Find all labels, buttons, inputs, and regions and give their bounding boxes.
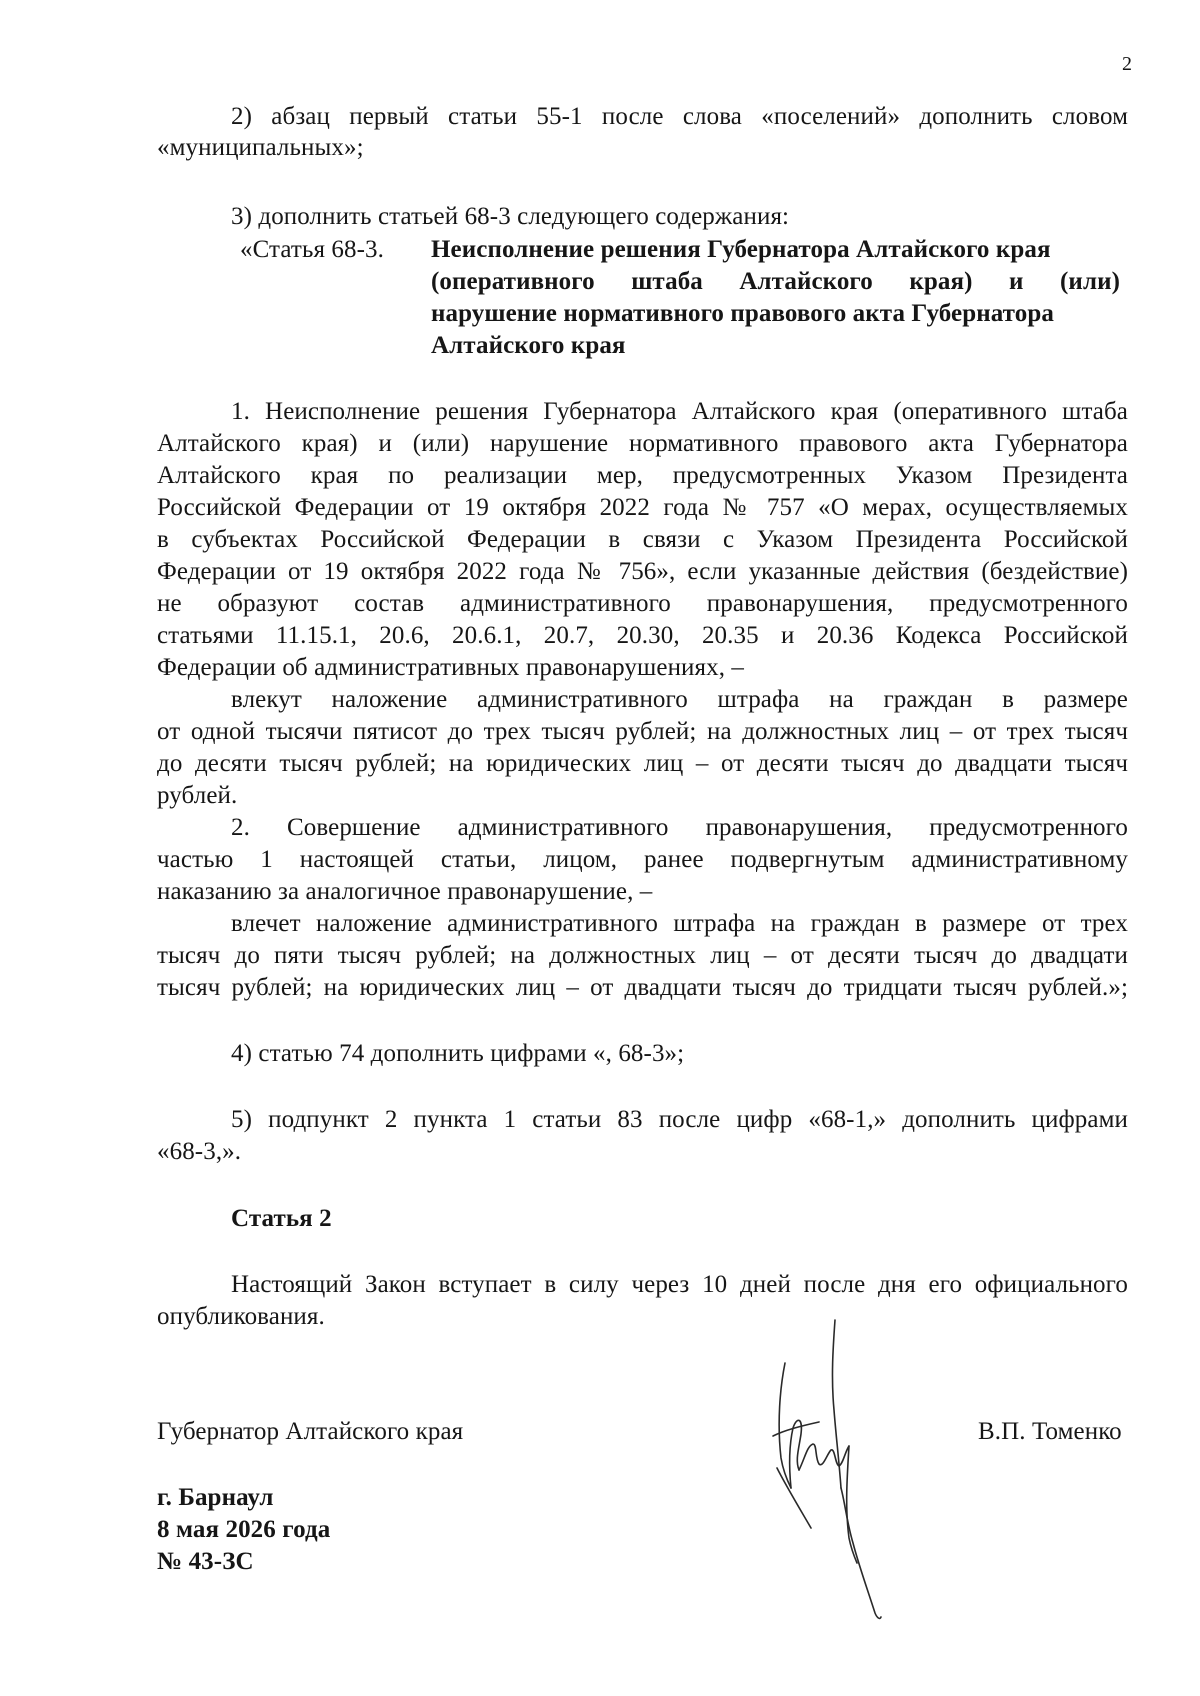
part1-line: 1. Неисполнение решения Губернатора Алтайского края (оперативного штаба [231,398,1128,425]
article2-title: Статья 2 [231,1205,332,1232]
governor-title: Губернатор Алтайского края [157,1418,464,1445]
part2-line: наказанию за аналогичное правонарушение, – [157,878,653,905]
penalty1-line: до десяти тысяч рублей; на юридических лиц – от десяти тысяч до двадцати тысяч [157,750,1128,777]
article-68-3-label: «Статья 68-3. [240,236,384,263]
part1-line: Федерации от 19 октября 2022 года № 756», если указанные действия (бездействие) [157,558,1128,585]
page-number: 2 [1122,53,1133,75]
law-date: 8 мая 2026 года [157,1516,331,1543]
article2-line1: Настоящий Закон вступает в силу через 10 дней после дня его официального [231,1271,1128,1298]
article-heading-line4: Алтайского края [431,332,626,359]
part2-line: 2. Совершение административного правонарушения, предусмотренного [231,814,1128,841]
item3-intro: 3) дополнить статьей 68-3 следующего содержания: [231,203,790,230]
part1-line: Алтайского края) и (или) нарушение нормативного правового акта Губернатора [157,430,1128,457]
governor-name: В.П. Томенко [978,1418,1122,1445]
part1-line: не образуют состав административного правонарушения, предусмотренного [157,590,1128,617]
part1-line: в субъектах Российской Федерации в связи с Указом Президента Российской [157,526,1128,553]
article-heading-line2: (оперативного штаба Алтайского края) и (или) [431,268,1120,295]
item5-line2: «68-3,». [157,1138,242,1165]
penalty2-line: тысяч рублей; на юридических лиц – от двадцати тысяч до тридцати тысяч рублей.»; [157,974,1128,1001]
part1-line: Федерации об административных правонарушениях, – [157,654,745,681]
penalty1-line: рублей. [157,782,238,809]
law-number: № 43-ЗС [157,1548,254,1575]
item2-line1: 2) абзац первый статьи 55-1 после слова «поселений» дополнить словом [231,103,1128,130]
handwritten-signature [755,1318,915,1623]
part1-line: статьями 11.15.1, 20.6, 20.6.1, 20.7, 20.30, 20.35 и 20.36 Кодекса Российской [157,622,1128,649]
article-heading-line3: нарушение нормативного правового акта Губернатора [431,300,1054,327]
item2-line2: «муниципальных»; [157,134,364,161]
part1-line: Алтайского края по реализации мер, предусмотренных Указом Президента [157,462,1128,489]
item4-line: 4) статью 74 дополнить цифрами «, 68-3»; [231,1040,685,1067]
article-heading-line1: Неисполнение решения Губернатора Алтайского края [431,236,1051,263]
penalty1-line: от одной тысячи пятисот до трех тысяч рублей; на должностных лиц – от трех тысяч [157,718,1128,745]
penalty1-line: влекут наложение административного штрафа на граждан в размере [231,686,1128,713]
city: г. Барнаул [157,1484,274,1511]
penalty2-line: тысяч до пяти тысяч рублей; на должностных лиц – от десяти тысяч до двадцати [157,942,1128,969]
article2-line2: опубликования. [157,1303,325,1330]
part2-line: частью 1 настоящей статьи, лицом, ранее подвергнутым административному [157,846,1128,873]
penalty2-line: влечет наложение административного штрафа на граждан в размере от трех [231,910,1128,937]
item5-line1: 5) подпункт 2 пункта 1 статьи 83 после цифр «68-1,» дополнить цифрами [231,1106,1128,1133]
part1-line: Российской Федерации от 19 октября 2022 года № 757 «О мерах, осуществляемых [157,494,1128,521]
